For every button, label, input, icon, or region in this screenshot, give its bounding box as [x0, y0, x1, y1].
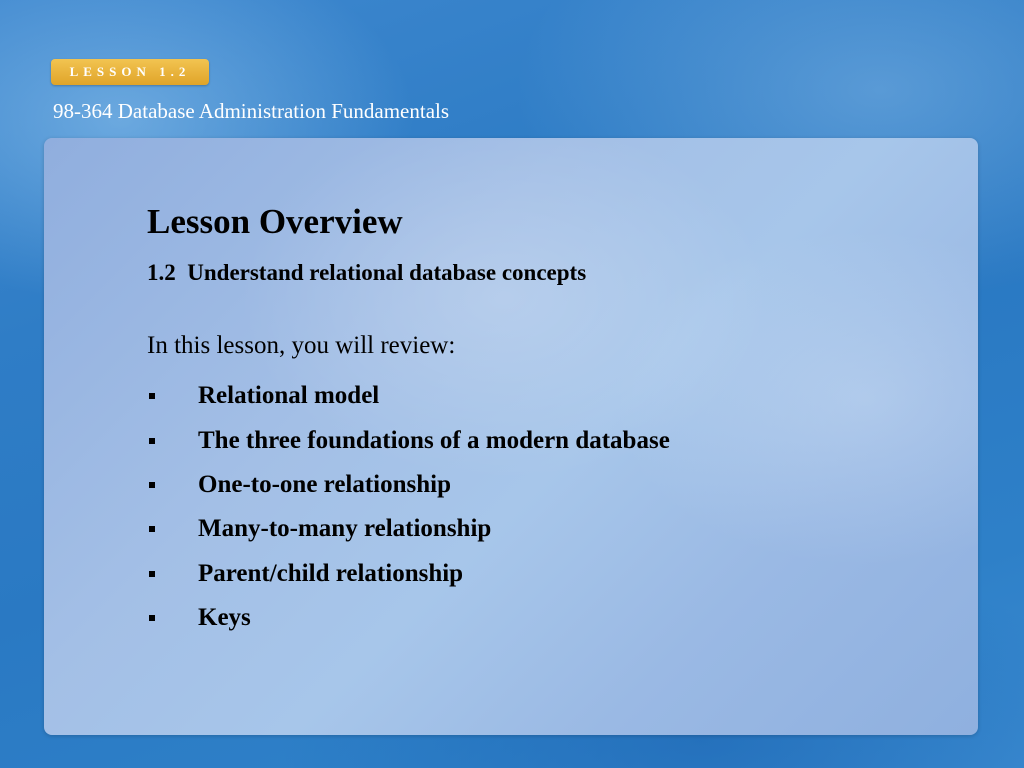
square-bullet-icon: [149, 615, 155, 621]
topic-label: The three foundations of a modern database: [198, 426, 670, 454]
course-title: 98-364 Database Administration Fundamentals: [53, 99, 450, 123]
square-bullet-icon: [149, 482, 155, 488]
content-panel: [44, 138, 978, 735]
topic-item: [147, 552, 670, 596]
lesson-badge: LESSON 1.2: [51, 59, 209, 85]
topic-list: [147, 374, 670, 640]
square-bullet-icon: [149, 571, 155, 577]
topic-label: Many-to-many relationship: [198, 515, 492, 543]
square-bullet-icon: [149, 526, 155, 532]
topic-item: [147, 418, 670, 462]
square-bullet-icon: [149, 393, 155, 399]
topic-item: [147, 507, 670, 551]
lesson-subtitle: 1.2 Understand relational database concepts: [147, 260, 587, 285]
topic-item: [147, 374, 670, 418]
topic-label: One-to-one relationship: [198, 470, 452, 498]
topic-item: [147, 463, 670, 507]
topic-label: Keys: [198, 604, 251, 632]
intro-text: In this lesson, you will review:: [147, 332, 456, 359]
square-bullet-icon: [149, 438, 155, 444]
topic-label: Relational model: [198, 382, 380, 410]
topic-label: Parent/child relationship: [198, 559, 464, 587]
overview-heading: Lesson Overview: [147, 202, 403, 241]
topic-item: [147, 596, 670, 640]
